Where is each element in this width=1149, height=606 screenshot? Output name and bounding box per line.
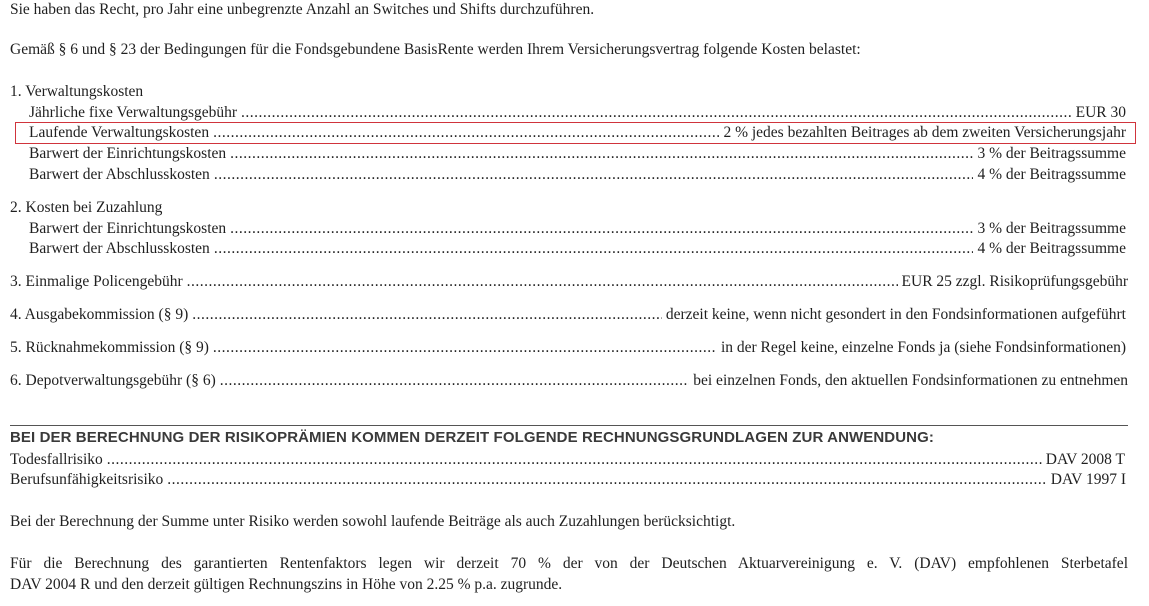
section-divider [10,425,1128,426]
highlight-box [15,122,1136,144]
cost-row-value: 4 % der Beitragssumme [977,240,1126,257]
leader-dots [214,239,974,259]
rentenfaktor-paragraph-line1: Für die Berechnung des garantierten Rentenfaktors legen wir derzeit 70 % der von der Deutschen Aktuarvereinigung e. V. (DAV) empfohlenen Sterbetafel [10,555,1128,572]
cost-row-zuzahlung-einrichtungskosten [29,219,1126,239]
cost-row-ruecknahmekommission [10,338,1126,358]
risk-row-todesfallrisiko [10,450,1125,470]
leader-dots [241,103,1072,123]
sum-at-risk-paragraph: Bei der Berechnung der Summe unter Risiko werden sowohl laufende Beiträge als auch Zuzahlungen berücksichtigt. [10,513,736,530]
cost-row-ausgabekommission [10,305,1126,325]
risk-row-label: Todesfallrisiko [10,451,103,468]
risk-section-heading: BEI DER BERECHNUNG DER RISIKOPRÄMIEN KOMMEN DERZEIT FOLGENDE RECHNUNGSGRUNDLAGEN ZUR ANWENDUNG: [10,429,934,446]
cost-row-label: Barwert der Abschlusskosten [29,166,210,183]
leader-dots [192,305,662,325]
cost-row-value: 4 % der Beitragssumme [977,166,1126,183]
leader-dots [167,470,1047,490]
risk-row-berufsunfaehigkeitsrisiko [10,470,1126,490]
cost-row-depotverwaltungsgebuehr [10,371,1128,391]
cost-row-value: 2 % jedes bezahlten Beitrages ab dem zweiten Versicherungsjahr [723,124,1126,141]
leader-dots [214,165,974,185]
cost-row-value: EUR 25 zzgl. Risikoprüfungsgebühr [901,273,1128,290]
cost-row-zuzahlung-abschlusskosten [29,239,1126,259]
cost-row-value: 3 % der Beitragssumme [977,220,1126,237]
cost-row-value: derzeit keine, wenn nicht gesondert in den Fondsinformationen aufgeführt [665,306,1126,323]
cost-row-policengebuehr [10,272,1128,292]
leader-dots [213,338,717,358]
rentenfaktor-paragraph-line2: DAV 2004 R und den derzeit gültigen Rechnungszins in Höhe von 2.25 % p.a. zugrunde. [10,576,563,593]
costs-intro-paragraph: Gemäß § 6 und § 23 der Bedingungen für die Fondsgebundene BasisRente werden Ihrem Versicherungsvertrag folgende Kosten belastet: [10,41,861,58]
cost-row-value: EUR 30 [1075,104,1126,121]
cost-row-label: 6. Depotverwaltungsgebühr (§ 6) [10,372,216,389]
risk-row-value: DAV 2008 T [1045,451,1125,468]
cost-row-abschlusskosten [29,165,1126,185]
risk-row-value: DAV 1997 I [1050,471,1126,488]
cost-row-einrichtungskosten [29,144,1126,164]
leader-dots [230,219,973,239]
cost-row-label: 5. Rücknahmekommission (§ 9) [10,339,209,356]
cost-row-label: 3. Einmalige Policengebühr [10,273,183,290]
leader-dots [230,144,973,164]
cost-row-value: in der Regel keine, einzelne Fonds ja (siehe Fondsinformationen) [720,339,1126,356]
cost-row-label: Jährliche fixe Verwaltungsgebühr [29,104,238,121]
cost-row-value: 3 % der Beitragssumme [977,145,1126,162]
cost-row-label: Barwert der Abschlusskosten [29,240,210,257]
cost-row-label: Barwert der Einrichtungskosten [29,145,227,162]
leader-dots [187,272,898,292]
section-zuzahlung-title: 2. Kosten bei Zuzahlung [10,199,163,216]
cost-row-label: Barwert der Einrichtungskosten [29,220,227,237]
risk-row-label: Berufsunfähigkeitsrisiko [10,471,164,488]
section-verwaltungskosten-title: 1. Verwaltungskosten [10,83,144,100]
cost-row-fixe-verwaltungsgebuehr [29,103,1126,123]
leader-dots [220,371,689,391]
leader-dots [107,450,1042,470]
switches-paragraph: Sie haben das Recht, pro Jahr eine unbegrenzte Anzahl an Switches und Shifts durchzuführen. [10,1,595,18]
cost-row-label: 4. Ausgabekommission (§ 9) [10,306,189,323]
cost-row-label: Laufende Verwaltungskosten [29,124,210,141]
cost-row-value: bei einzelnen Fonds, den aktuellen Fondsinformationen zu entnehmen [693,372,1128,389]
